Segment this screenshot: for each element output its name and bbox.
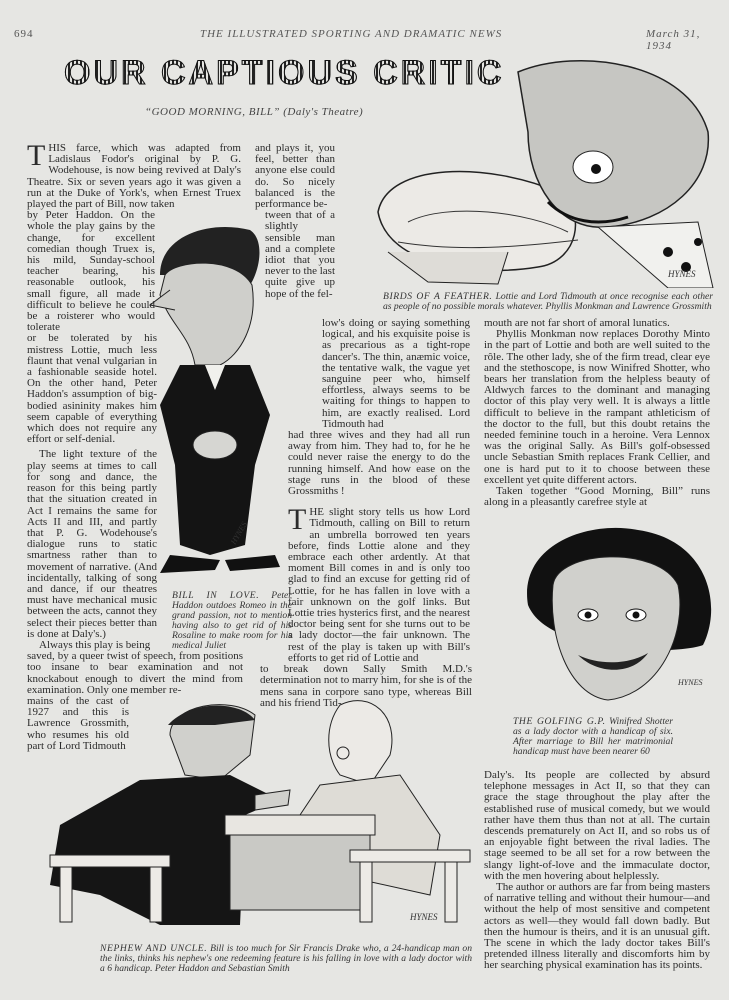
drop-cap: T <box>27 139 46 172</box>
artist-signature: HYNES <box>668 269 696 279</box>
caption-title: NEPHEW AND UNCLE. <box>100 943 208 954</box>
artist-signature: HYNES <box>678 678 703 687</box>
left-column-row <box>27 445 292 652</box>
caption-text: Bill is too much for Sir Francis Drake who, a 24-handicap man on the links, thinks his nephew's one redeeming feature is his falling in love with a lady doctor with a 6 handicap. Peter Haddon and Sebastian Smith <box>100 943 472 974</box>
caption-title: BIRDS OF A FEATHER. <box>383 291 493 302</box>
golfing-gp-illustration <box>508 525 718 710</box>
publication-title: THE ILLUSTRATED SPORTING AND DRAMATIC NEWS <box>200 28 503 40</box>
article-paragraph: mouth are not far short of amoral lunatics. <box>484 317 670 329</box>
article-paragraph: and plays it, you feel, better than anyone else could do. So nicely balanced is the performance be- <box>255 142 335 211</box>
article-paragraph <box>288 503 470 664</box>
article-paragraph: Phyllis Monkman now replaces Dorothy Minto in the part of Lottie and both are well suited to the rôle. The other lady, she of the firm tread, clear eye and the stethoscope, is now Winifred Shotter, who bears her translation from the helpless beauty of Aldwych farces to the dominant and managing doctor of this play very well. It is always a little difficult to believe in the rampant athleticism of the doctor to the full, but this doubt retains the needed feminine touch in a heroine. Vera Lennox was the original Sally. As Bill's golf-obsessed uncle Sebastian Smith replaces Frank Cellier, and one is hard put to it to choose between these excellent yet quite different actors. <box>484 328 710 486</box>
right-column-bottom <box>484 770 710 972</box>
left-column-stack <box>27 445 157 651</box>
article-paragraph: low's doing or saying something logical, and his exquisite poise is as precarious as a tight-rope dancer's. The thin, anæmic voice, the tentative walk, the vague yet sanguine peer who, himself effortless, always seems to be waiting for things to happen to him, are exactly realised. Lord Tidmouth had <box>322 317 470 430</box>
left-column <box>27 139 292 752</box>
article-paragraph: Always this play is being <box>39 638 151 651</box>
article-subtitle: “GOOD MORNING, BILL” (Daly's Theatre) <box>145 106 364 118</box>
article-title: OUR CAPTIOUS CRITIC <box>64 54 505 92</box>
page-number: 694 <box>14 28 34 40</box>
issue-date: March 31, 1934 <box>646 28 701 52</box>
drop-cap: T <box>288 503 307 537</box>
article-paragraph: by Peter Haddon. On the whole the play gains by the change, for excellent comedian though Truex is, his mild, Sunday-school teacher bearing, his reasonable outlook, his small figure, all made it difficult to believe he could be a roisterer who would tolerate <box>27 209 155 334</box>
caption-golfing-gp <box>513 717 673 757</box>
article-paragraph: had three wives and they had all run away from him. They had to, for he he could never raise the energy to do the running himself. And how ease on the stage runs in the blood of these Grossmiths ! <box>288 429 470 498</box>
article-paragraph: to break down Sally Smith M.D.'s determination not to marry him, for she is of the mens sana in corpore sano type, whereas Bill and his friend Tid- <box>260 663 473 709</box>
article-paragraph: Taken together “Good Morning, Bill” runs along in a pleasantly carefree style at <box>484 485 710 509</box>
caption-birds-of-a-feather <box>383 292 713 312</box>
caption-title: BILL IN LOVE. <box>172 590 260 602</box>
caption-text: Winifred Shotter as a lady doctor with a handicap of six. After marriage to Bill her matrimonial handicap must have been nearer 60 <box>513 716 673 757</box>
caption-text: Peter Haddon outdoes Romeo in the grand passion, not to mention having also to get rid of his Rosaline to make room for his medical Juliet <box>172 590 292 652</box>
artist-signature: HYNES <box>228 520 249 546</box>
right-column-top <box>484 318 710 508</box>
article-paragraph: or be tolerated by his mistress Lottie, much less flaunt that venal vulgarian in a fashionable seaside hotel. On the other hand, Peter Haddon's assumption of big-bodied asininity makes him seem capable of everything which does not require any effort or self-denial. <box>27 332 157 446</box>
article-paragraph: The author or authors are far from being masters of narrative telling and without their humour—and without the help of most sensitive and competent actors as well—they would fall down badly. But then the humour is theirs, and it is an unusual gift. The scene in which the lady doctor takes Bill's pretended illness literally and discomforts him by her searching physical examination has its points. <box>484 881 710 972</box>
caption-title: THE GOLFING G.P. <box>513 716 606 727</box>
article-paragraph <box>27 139 241 211</box>
caption-nephew-and-uncle <box>100 944 472 974</box>
article-paragraph: The light texture of the play seems at times to call for song and dance, the reason for this being partly that the situation created in Act I remains the same for Acts II and III, and partly that P. G. Wodehouse's dialogue runs to static smartness rather than to movement of narrative. (And incidentally, talking of song and dance, if our theatres must have mechanical music between the acts, cannot they select their pieces better than is done at Daly's.) <box>27 448 157 640</box>
paragraph-text: HE slight story tells us how Lord Tidmouth, calling on Bill to return an umbrella borrowed ten years before, finds Lottie alone and they embrace each other ardently. At that moment Bill comes in and is only too glad to find an excuse for getting rid of Lottie, for he has fallen in love with a fair unknown on the golf links. But Lottie tries hysterics first, and the nearest doctor being sent for she turns out to be a lady doctor—the fair unknown. The rest of the play is taken up with Bill's efforts to get rid of Lottie and <box>288 506 470 664</box>
artist-signature: HYNES <box>410 912 438 922</box>
caption-text: Lottie and Lord Tidmouth at once recognise each other as people of no possible morals whatever. Phyllis Monkman and Lawrence Grossmith <box>383 291 713 312</box>
middle-column <box>255 143 472 709</box>
article-paragraph: saved, by a queer twist of speech, from positions too insane to bear examination and not knockabout enough to divert the mind from examination. Only one member re- <box>27 650 243 696</box>
article-paragraph: Daly's. Its people are collected by absurd telephone messages in Act II, so that they can grace the stage throughout the play after the established ruse of musical comedy, but we would rather have them thus than not at all. The curtain descends prematurely on Act II, and so robs us of an enjoyable fight between the rival ladies. The stage seemed to be all set for a row between the slangy light-of-love and the immaculate doctor, with the men hovering about helplessly. <box>484 769 710 882</box>
paragraph-text: HIS farce, which was adapted from Ladislaus Fodor's original by P. G. Wodehouse, is now being revived at Daly's Theatre. Six or seven years ago it was given a run at the Duke of York's, when Ernest Truex played the part of Bill, now taken <box>27 142 241 211</box>
article-paragraph: mains of the cast of 1927 and this is Lawrence Grossmith, who resumes his old part of Lord Tidmouth <box>27 694 129 752</box>
article-paragraph: tween that of a slightly sensible man and a complete idiot that you never to the last quite give up hope of the fel- <box>265 209 335 300</box>
